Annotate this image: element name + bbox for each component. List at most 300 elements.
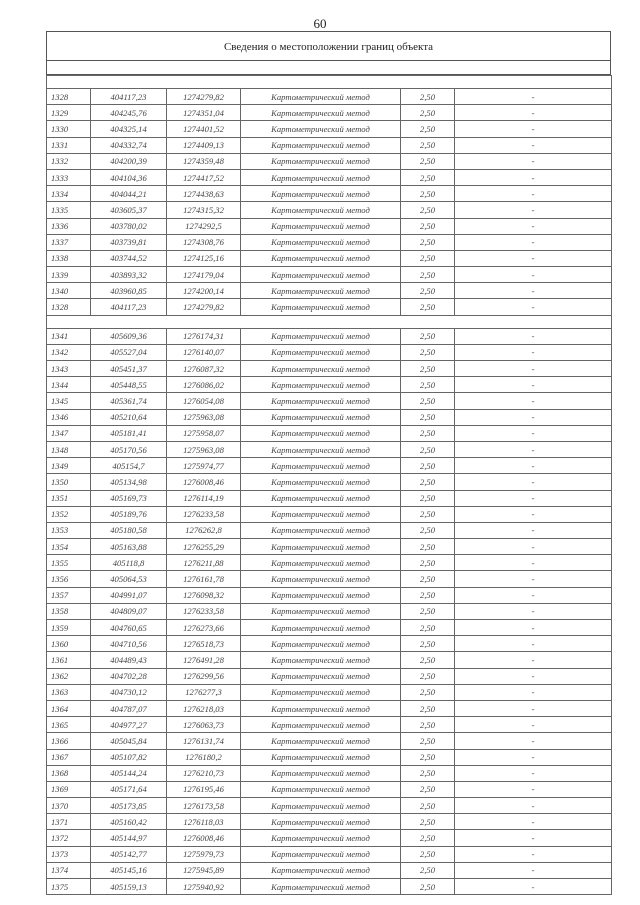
table-row (47, 250, 612, 266)
precision-cell: 2,50 (401, 620, 455, 636)
point-number-cell: 1328 (47, 299, 91, 315)
note-cell: - (455, 425, 612, 441)
method-cell: Картометрический метод (241, 202, 401, 218)
x-coordinate-cell: 404117,23 (91, 299, 167, 315)
y-coordinate-cell: 1276173,58 (167, 798, 241, 814)
table-row (47, 749, 612, 765)
y-coordinate-cell: 1275940,92 (167, 879, 241, 895)
method-cell: Картометрический метод (241, 603, 401, 619)
y-coordinate-cell: 1276233,58 (167, 603, 241, 619)
y-coordinate-cell: 1276008,46 (167, 830, 241, 846)
y-coordinate-cell: 1276087,32 (167, 361, 241, 377)
x-coordinate-cell: 405163,88 (91, 539, 167, 555)
precision-cell: 2,50 (401, 603, 455, 619)
coordinates-table-body (47, 76, 612, 895)
y-coordinate-cell: 1275945,89 (167, 862, 241, 878)
point-number-cell: 1361 (47, 652, 91, 668)
method-cell: Картометрический метод (241, 105, 401, 121)
y-coordinate-cell: 1276114,19 (167, 490, 241, 506)
point-number-cell: 1343 (47, 361, 91, 377)
precision-cell: 2,50 (401, 283, 455, 299)
precision-cell: 2,50 (401, 652, 455, 668)
x-coordinate-cell: 404787,07 (91, 700, 167, 716)
x-coordinate-cell: 405107,82 (91, 749, 167, 765)
precision-cell: 2,50 (401, 441, 455, 457)
method-cell: Картометрический метод (241, 522, 401, 538)
method-cell: Картометрический метод (241, 458, 401, 474)
x-coordinate-cell: 405118,8 (91, 555, 167, 571)
note-cell: - (455, 814, 612, 830)
y-coordinate-cell: 1276299,56 (167, 668, 241, 684)
table-row (47, 814, 612, 830)
note-cell: - (455, 441, 612, 457)
table-row (47, 328, 612, 344)
table-row (47, 603, 612, 619)
y-coordinate-cell: 1274315,32 (167, 202, 241, 218)
table-row (47, 121, 612, 137)
method-cell: Картометрический метод (241, 299, 401, 315)
method-cell: Картометрический метод (241, 749, 401, 765)
y-coordinate-cell: 1276098,32 (167, 587, 241, 603)
table-row (47, 153, 612, 169)
table-row (47, 234, 612, 250)
y-coordinate-cell: 1275958,07 (167, 425, 241, 441)
method-cell: Картометрический метод (241, 830, 401, 846)
x-coordinate-cell: 405159,13 (91, 879, 167, 895)
y-coordinate-cell: 1274279,82 (167, 299, 241, 315)
table-row (47, 299, 612, 315)
precision-cell: 2,50 (401, 765, 455, 781)
y-coordinate-cell: 1276518,73 (167, 636, 241, 652)
precision-cell: 2,50 (401, 814, 455, 830)
precision-cell: 2,50 (401, 105, 455, 121)
x-coordinate-cell: 405361,74 (91, 393, 167, 409)
note-cell: - (455, 862, 612, 878)
table-row (47, 846, 612, 862)
x-coordinate-cell: 405142,77 (91, 846, 167, 862)
precision-cell: 2,50 (401, 89, 455, 105)
note-cell: - (455, 121, 612, 137)
y-coordinate-cell: 1274359,48 (167, 153, 241, 169)
point-number-cell: 1341 (47, 328, 91, 344)
x-coordinate-cell: 404117,23 (91, 89, 167, 105)
note-cell: - (455, 409, 612, 425)
point-number-cell: 1346 (47, 409, 91, 425)
table-row (47, 555, 612, 571)
precision-cell: 2,50 (401, 377, 455, 393)
method-cell: Картометрический метод (241, 409, 401, 425)
method-cell: Картометрический метод (241, 846, 401, 862)
x-coordinate-cell: 404760,65 (91, 620, 167, 636)
precision-cell: 2,50 (401, 862, 455, 878)
precision-cell: 2,50 (401, 700, 455, 716)
method-cell: Картометрический метод (241, 733, 401, 749)
point-number-cell: 1339 (47, 267, 91, 283)
note-cell: - (455, 137, 612, 153)
precision-cell: 2,50 (401, 879, 455, 895)
point-number-cell: 1333 (47, 169, 91, 185)
point-number-cell: 1332 (47, 153, 91, 169)
point-number-cell: 1357 (47, 587, 91, 603)
table-row (47, 409, 612, 425)
x-coordinate-cell: 403960,85 (91, 283, 167, 299)
y-coordinate-cell: 1275979,73 (167, 846, 241, 862)
precision-cell: 2,50 (401, 186, 455, 202)
x-coordinate-cell: 404245,76 (91, 105, 167, 121)
y-coordinate-cell: 1276063,73 (167, 717, 241, 733)
x-coordinate-cell: 405210,64 (91, 409, 167, 425)
table-row (47, 377, 612, 393)
method-cell: Картометрический метод (241, 571, 401, 587)
table-row (47, 89, 612, 105)
point-number-cell: 1359 (47, 620, 91, 636)
note-cell: - (455, 733, 612, 749)
note-cell: - (455, 393, 612, 409)
method-cell: Картометрический метод (241, 700, 401, 716)
method-cell: Картометрический метод (241, 344, 401, 360)
point-number-cell: 1338 (47, 250, 91, 266)
note-cell: - (455, 684, 612, 700)
point-number-cell: 1351 (47, 490, 91, 506)
point-number-cell: 1352 (47, 506, 91, 522)
x-coordinate-cell: 404991,07 (91, 587, 167, 603)
precision-cell: 2,50 (401, 846, 455, 862)
y-coordinate-cell: 1276262,8 (167, 522, 241, 538)
x-coordinate-cell: 404702,28 (91, 668, 167, 684)
precision-cell: 2,50 (401, 668, 455, 684)
point-number-cell: 1345 (47, 393, 91, 409)
y-coordinate-cell: 1276161,78 (167, 571, 241, 587)
y-coordinate-cell: 1276273,66 (167, 620, 241, 636)
y-coordinate-cell: 1276218,03 (167, 700, 241, 716)
note-cell: - (455, 506, 612, 522)
method-cell: Картометрический метод (241, 862, 401, 878)
precision-cell: 2,50 (401, 409, 455, 425)
y-coordinate-cell: 1276491,28 (167, 652, 241, 668)
method-cell: Картометрический метод (241, 425, 401, 441)
point-number-cell: 1347 (47, 425, 91, 441)
y-coordinate-cell: 1276008,46 (167, 474, 241, 490)
x-coordinate-cell: 405170,56 (91, 441, 167, 457)
table-row (47, 781, 612, 797)
y-coordinate-cell: 1276086,02 (167, 377, 241, 393)
note-cell: - (455, 361, 612, 377)
header-spacer (46, 61, 611, 75)
method-cell: Картометрический метод (241, 814, 401, 830)
method-cell: Картометрический метод (241, 121, 401, 137)
method-cell: Картометрический метод (241, 267, 401, 283)
note-cell: - (455, 749, 612, 765)
precision-cell: 2,50 (401, 733, 455, 749)
table-row (47, 474, 612, 490)
method-cell: Картометрический метод (241, 169, 401, 185)
method-cell: Картометрический метод (241, 636, 401, 652)
precision-cell: 2,50 (401, 684, 455, 700)
x-coordinate-cell: 403744,52 (91, 250, 167, 266)
precision-cell: 2,50 (401, 717, 455, 733)
method-cell: Картометрический метод (241, 377, 401, 393)
precision-cell: 2,50 (401, 344, 455, 360)
point-number-cell: 1362 (47, 668, 91, 684)
point-number-cell: 1374 (47, 862, 91, 878)
note-cell: - (455, 344, 612, 360)
x-coordinate-cell: 405064,53 (91, 571, 167, 587)
note-cell: - (455, 458, 612, 474)
method-cell: Картометрический метод (241, 153, 401, 169)
note-cell: - (455, 153, 612, 169)
point-number-cell: 1363 (47, 684, 91, 700)
precision-cell: 2,50 (401, 474, 455, 490)
method-cell: Картометрический метод (241, 137, 401, 153)
method-cell: Картометрический метод (241, 620, 401, 636)
table-row (47, 490, 612, 506)
precision-cell: 2,50 (401, 393, 455, 409)
note-cell: - (455, 377, 612, 393)
x-coordinate-cell: 405171,64 (91, 781, 167, 797)
point-number-cell: 1375 (47, 879, 91, 895)
table-row (47, 765, 612, 781)
x-coordinate-cell: 405154,7 (91, 458, 167, 474)
group-separator-cell (47, 76, 612, 89)
point-number-cell: 1340 (47, 283, 91, 299)
y-coordinate-cell: 1274401,52 (167, 121, 241, 137)
point-number-cell: 1368 (47, 765, 91, 781)
y-coordinate-cell: 1274279,82 (167, 89, 241, 105)
point-number-cell: 1350 (47, 474, 91, 490)
y-coordinate-cell: 1274308,76 (167, 234, 241, 250)
x-coordinate-cell: 405180,58 (91, 522, 167, 538)
method-cell: Картометрический метод (241, 765, 401, 781)
point-number-cell: 1353 (47, 522, 91, 538)
table-row (47, 137, 612, 153)
table-row (47, 539, 612, 555)
x-coordinate-cell: 405144,97 (91, 830, 167, 846)
precision-cell: 2,50 (401, 587, 455, 603)
precision-cell: 2,50 (401, 299, 455, 315)
x-coordinate-cell: 404044,21 (91, 186, 167, 202)
precision-cell: 2,50 (401, 781, 455, 797)
note-cell: - (455, 603, 612, 619)
note-cell: - (455, 846, 612, 862)
precision-cell: 2,50 (401, 506, 455, 522)
method-cell: Картометрический метод (241, 798, 401, 814)
x-coordinate-cell: 404200,39 (91, 153, 167, 169)
note-cell: - (455, 652, 612, 668)
x-coordinate-cell: 404730,12 (91, 684, 167, 700)
coordinates-table (46, 75, 612, 895)
table-row (47, 218, 612, 234)
x-coordinate-cell: 405160,42 (91, 814, 167, 830)
y-coordinate-cell: 1276174,31 (167, 328, 241, 344)
note-cell: - (455, 765, 612, 781)
precision-cell: 2,50 (401, 328, 455, 344)
page-number: 60 (313, 16, 327, 31)
table-row (47, 620, 612, 636)
x-coordinate-cell: 403780,02 (91, 218, 167, 234)
table-row (47, 105, 612, 121)
note-cell: - (455, 169, 612, 185)
point-number-cell: 1356 (47, 571, 91, 587)
note-cell: - (455, 250, 612, 266)
point-number-cell: 1335 (47, 202, 91, 218)
note-cell: - (455, 636, 612, 652)
y-coordinate-cell: 1276195,46 (167, 781, 241, 797)
method-cell: Картометрический метод (241, 781, 401, 797)
y-coordinate-cell: 1275963,08 (167, 441, 241, 457)
table-row (47, 283, 612, 299)
table-row (47, 361, 612, 377)
point-number-cell: 1355 (47, 555, 91, 571)
x-coordinate-cell: 405045,84 (91, 733, 167, 749)
table-row (47, 733, 612, 749)
precision-cell: 2,50 (401, 749, 455, 765)
method-cell: Картометрический метод (241, 555, 401, 571)
x-coordinate-cell: 403893,32 (91, 267, 167, 283)
precision-cell: 2,50 (401, 555, 455, 571)
table-row (47, 798, 612, 814)
table-row (47, 587, 612, 603)
y-coordinate-cell: 1274292,5 (167, 218, 241, 234)
precision-cell: 2,50 (401, 636, 455, 652)
note-cell: - (455, 668, 612, 684)
x-coordinate-cell: 405169,73 (91, 490, 167, 506)
y-coordinate-cell: 1276211,88 (167, 555, 241, 571)
x-coordinate-cell: 405173,85 (91, 798, 167, 814)
point-number-cell: 1336 (47, 218, 91, 234)
method-cell: Картометрический метод (241, 328, 401, 344)
table-row (47, 879, 612, 895)
precision-cell: 2,50 (401, 458, 455, 474)
method-cell: Картометрический метод (241, 283, 401, 299)
precision-cell: 2,50 (401, 153, 455, 169)
x-coordinate-cell: 405448,55 (91, 377, 167, 393)
note-cell: - (455, 555, 612, 571)
table-row (47, 830, 612, 846)
y-coordinate-cell: 1276210,73 (167, 765, 241, 781)
point-number-cell: 1344 (47, 377, 91, 393)
precision-cell: 2,50 (401, 267, 455, 283)
note-cell: - (455, 299, 612, 315)
table-row (47, 668, 612, 684)
precision-cell: 2,50 (401, 250, 455, 266)
note-cell: - (455, 522, 612, 538)
y-coordinate-cell: 1276255,29 (167, 539, 241, 555)
precision-cell: 2,50 (401, 571, 455, 587)
note-cell: - (455, 620, 612, 636)
y-coordinate-cell: 1276180,2 (167, 749, 241, 765)
method-cell: Картометрический метод (241, 234, 401, 250)
note-cell: - (455, 700, 612, 716)
y-coordinate-cell: 1276054,08 (167, 393, 241, 409)
table-row (47, 652, 612, 668)
precision-cell: 2,50 (401, 137, 455, 153)
y-coordinate-cell: 1275974,77 (167, 458, 241, 474)
method-cell: Картометрический метод (241, 361, 401, 377)
method-cell: Картометрический метод (241, 474, 401, 490)
point-number-cell: 1329 (47, 105, 91, 121)
x-coordinate-cell: 405527,04 (91, 344, 167, 360)
table-row (47, 684, 612, 700)
x-coordinate-cell: 405181,41 (91, 425, 167, 441)
document-sheet (46, 31, 611, 895)
y-coordinate-cell: 1276131,74 (167, 733, 241, 749)
method-cell: Картометрический метод (241, 218, 401, 234)
point-number-cell: 1337 (47, 234, 91, 250)
precision-cell: 2,50 (401, 798, 455, 814)
point-number-cell: 1367 (47, 749, 91, 765)
group-separator-row (47, 315, 612, 328)
y-coordinate-cell: 1276118,03 (167, 814, 241, 830)
precision-cell: 2,50 (401, 202, 455, 218)
method-cell: Картометрический метод (241, 668, 401, 684)
method-cell: Картометрический метод (241, 89, 401, 105)
y-coordinate-cell: 1274351,04 (167, 105, 241, 121)
point-number-cell: 1334 (47, 186, 91, 202)
method-cell: Картометрический метод (241, 441, 401, 457)
precision-cell: 2,50 (401, 169, 455, 185)
table-row (47, 344, 612, 360)
table-row (47, 441, 612, 457)
point-number-cell: 1364 (47, 700, 91, 716)
table-row (47, 522, 612, 538)
x-coordinate-cell: 405609,36 (91, 328, 167, 344)
group-separator-cell (47, 315, 612, 328)
precision-cell: 2,50 (401, 522, 455, 538)
note-cell: - (455, 105, 612, 121)
y-coordinate-cell: 1274200,14 (167, 283, 241, 299)
y-coordinate-cell: 1274417,52 (167, 169, 241, 185)
group-separator-row (47, 76, 612, 89)
precision-cell: 2,50 (401, 218, 455, 234)
method-cell: Картометрический метод (241, 393, 401, 409)
table-row (47, 202, 612, 218)
point-number-cell: 1373 (47, 846, 91, 862)
x-coordinate-cell: 404809,07 (91, 603, 167, 619)
precision-cell: 2,50 (401, 425, 455, 441)
point-number-cell: 1348 (47, 441, 91, 457)
method-cell: Картометрический метод (241, 684, 401, 700)
x-coordinate-cell: 404977,27 (91, 717, 167, 733)
y-coordinate-cell: 1276277,3 (167, 684, 241, 700)
table-row (47, 862, 612, 878)
point-number-cell: 1328 (47, 89, 91, 105)
y-coordinate-cell: 1274179,04 (167, 267, 241, 283)
precision-cell: 2,50 (401, 539, 455, 555)
precision-cell: 2,50 (401, 234, 455, 250)
y-coordinate-cell: 1274438,63 (167, 186, 241, 202)
y-coordinate-cell: 1276140,07 (167, 344, 241, 360)
method-cell: Картометрический метод (241, 587, 401, 603)
note-cell: - (455, 879, 612, 895)
method-cell: Картометрический метод (241, 506, 401, 522)
table-row (47, 393, 612, 409)
point-number-cell: 1360 (47, 636, 91, 652)
precision-cell: 2,50 (401, 121, 455, 137)
point-number-cell: 1342 (47, 344, 91, 360)
x-coordinate-cell: 403739,81 (91, 234, 167, 250)
point-number-cell: 1372 (47, 830, 91, 846)
x-coordinate-cell: 405134,98 (91, 474, 167, 490)
table-row (47, 169, 612, 185)
x-coordinate-cell: 405144,24 (91, 765, 167, 781)
point-number-cell: 1370 (47, 798, 91, 814)
x-coordinate-cell: 403605,37 (91, 202, 167, 218)
point-number-cell: 1371 (47, 814, 91, 830)
note-cell: - (455, 89, 612, 105)
note-cell: - (455, 328, 612, 344)
precision-cell: 2,50 (401, 361, 455, 377)
x-coordinate-cell: 404325,14 (91, 121, 167, 137)
